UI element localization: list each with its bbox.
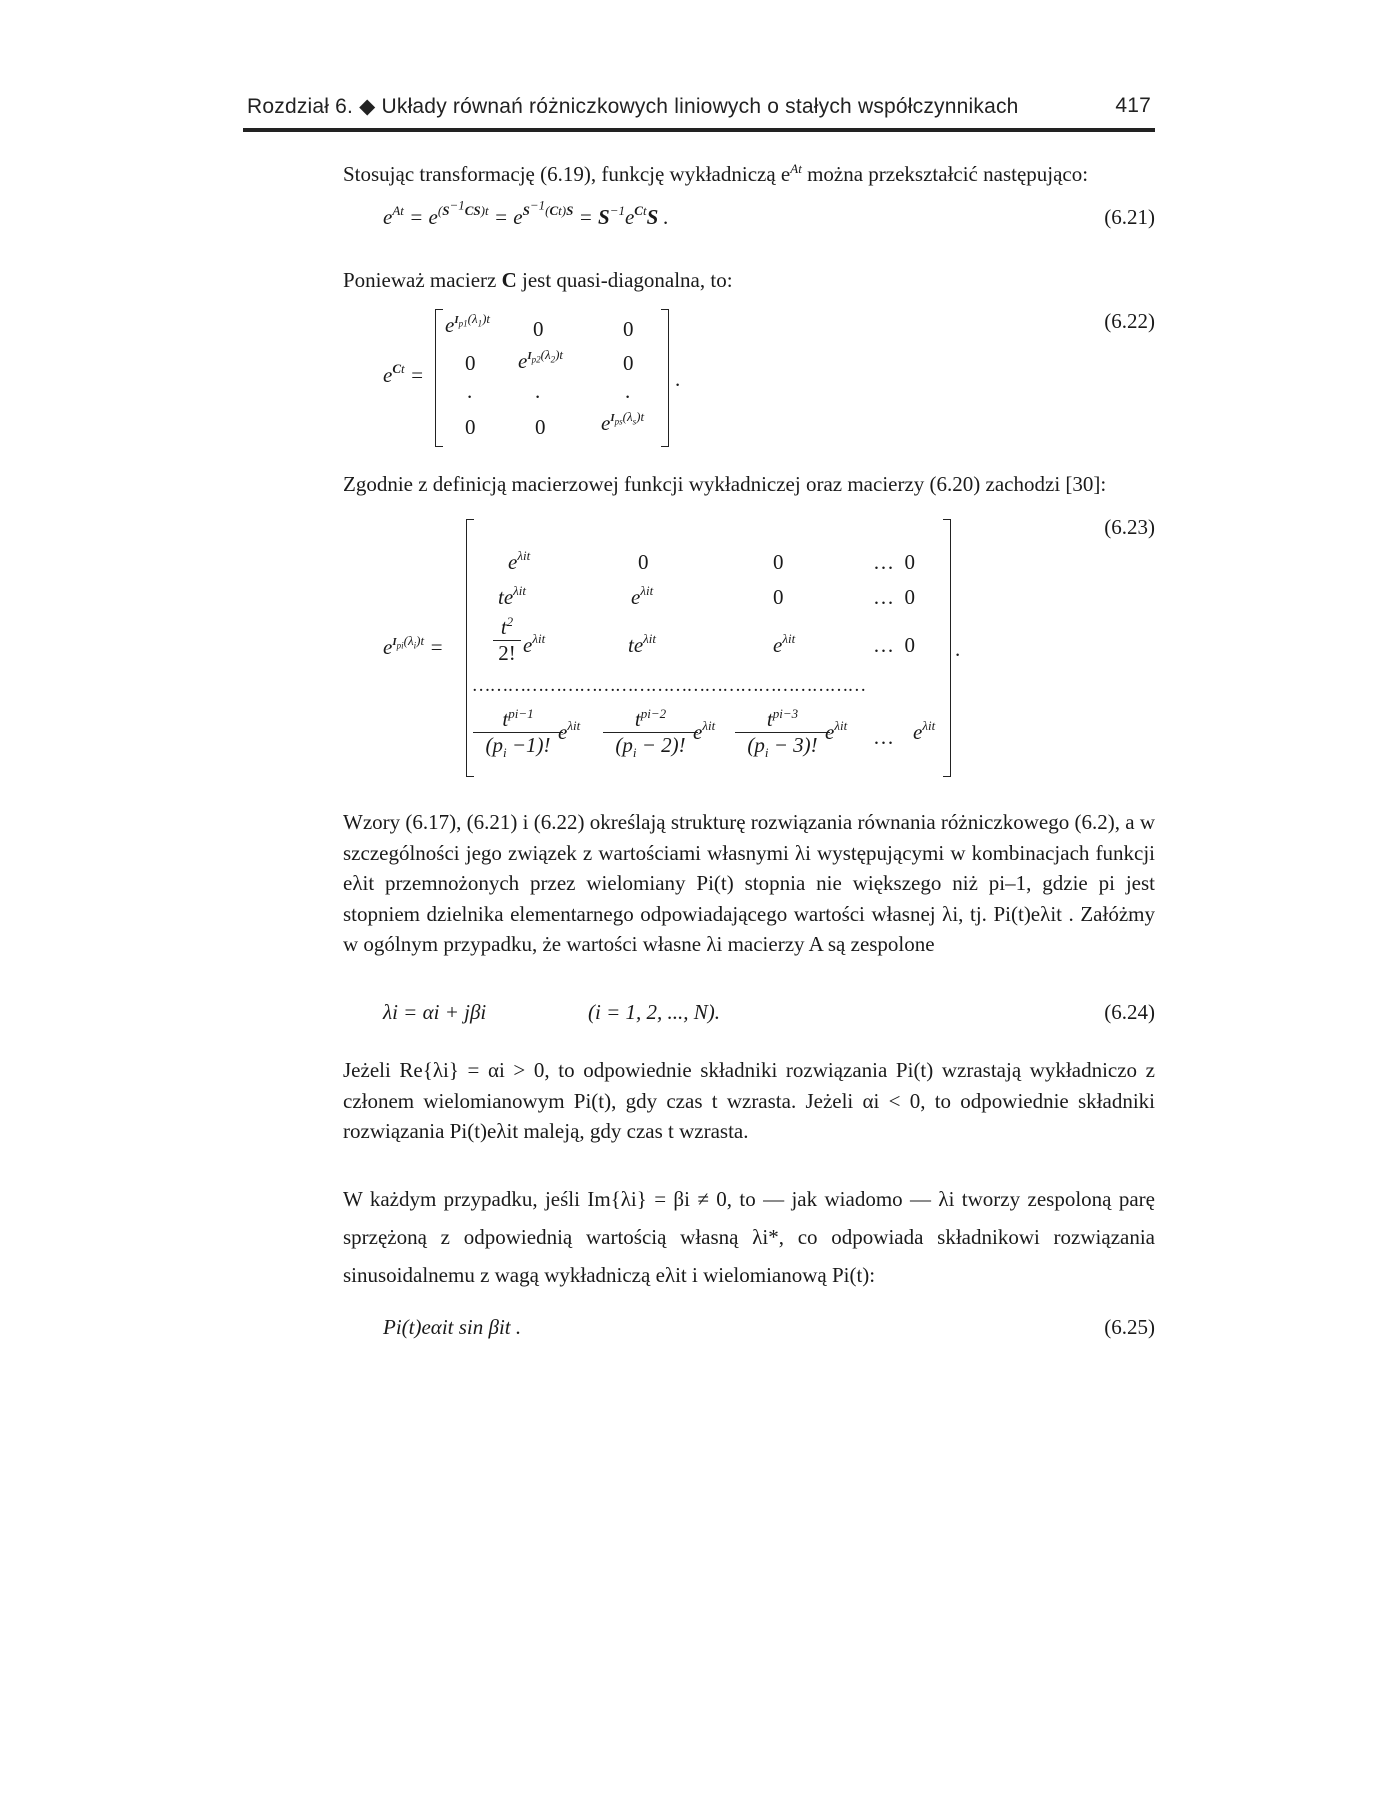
running-title: Rozdział 6. ◆ Układy równań różniczkowych liniowych o stałych współczynnikach xyxy=(247,95,1019,118)
equation-number: (6.22) xyxy=(1104,309,1155,333)
intro-6-23: Zgodnie z definicją macierzowej funkcji wykładniczej oraz macierzy (6.20) zachodzi [30]: xyxy=(343,472,1107,496)
intro-6-21: Stosując transformację (6.19), funkcję wykładniczą $e^{At}$ można przekształcić następująco: xyxy=(343,161,1089,186)
equation-number: (6.24) xyxy=(1104,1000,1155,1024)
equation-number: (6.23) xyxy=(1104,515,1155,539)
intro-6-22: Ponieważ macierz C jest quasi-diagonalna, to: xyxy=(343,268,733,292)
equation-number: (6.21) xyxy=(1104,205,1155,229)
equation-6-24: λi = αi + jβi (i = 1, 2, ..., N). (6.24) xyxy=(383,1000,1155,1024)
equation-6-22: $e^{Ct}$ = $e^{I_{p1}(\lambda_1)t}$ 0 0 0 $e^{I_{p2}(\lambda_2)t}$ 0 . . . 0 0 $e^{I_{ps}(\lambda_s)t}$ . (6.22) xyxy=(343,305,1155,445)
equation-6-21: $e^{At} = e^{(S^{-1}CS)t} = e^{S^{-1}(Ct)S} = S^{-1}e^{Ct}S$ . (6.21) xyxy=(383,197,1155,229)
paragraph-wzory: Wzory (6.17), (6.21) i (6.22) określają strukturę rozwiązania równania różniczkowego (6.2), a w szczególności jego związek z wartościami własnymi λi występującymi w kombinacjach funkcji eλit przemnożonych przez wielomiany Pi(t) stopnia nie większego niż pi–1, gdzie pi jest stopniem dzielnika elementarnego odpowiadającego wartości własnej λi, tj. Pi(t)eλit . Załóżmy w ogólnym przypadku, że wartości własne λi macierzy A są zespolone xyxy=(343,810,1155,957)
equation-number: (6.25) xyxy=(1104,1315,1155,1339)
equation-6-23: $e^{I_{pi}(\lambda_i)t}$ = $e^{\lambda it}$ 0 0 … 0 $te^{\lambda it}$ $e^{\lambda it}$ 0 … 0 $\frac{t^2}{2!}$ $e^{\lambda it}$ $te^{\lambda it}$ $e^{\lambda it}$ … 0 ………………………………………………………… $t^{pi-1}$ $(p_i -1)$! $e^{\lambda it}$ $t^{pi-2}$ $(p_i - 2)$! $e^{\lambda it}$ $t^{pi-3}$ $(p_i - 3)$! $e^{\lambda it}$ … $e^{\lambda it}$ . (6.23) xyxy=(343,515,1155,775)
paragraph-w-kazdym: W każdym przypadku, jeśli Im{λi} = βi ≠ 0, to — jak wiadomo — λi tworzy zespoloną parę sprzężoną z odpowiednią wartością własną λi*, co odpowiada składnikowi rozwiązania sinusoidalnemu z wagą wykładniczą eλit i wielomianową Pi(t): xyxy=(343,1187,1155,1287)
page-number: 417 xyxy=(1115,94,1151,117)
running-header xyxy=(243,88,1155,132)
paragraph-jezeli: Jeżeli Re{λi} = αi > 0, to odpowiednie składniki rozwiązania Pi(t) wzrastają wykładniczo z członem wielomianowym Pi(t), gdy czas t wzrasta. Jeżeli αi < 0, to odpowiednie składniki rozwiązania Pi(t)eλit maleją, gdy czas t wzrasta. xyxy=(343,1058,1155,1144)
equation-6-25: Pi(t)eαit sin βit . (6.25) xyxy=(383,1315,1155,1339)
